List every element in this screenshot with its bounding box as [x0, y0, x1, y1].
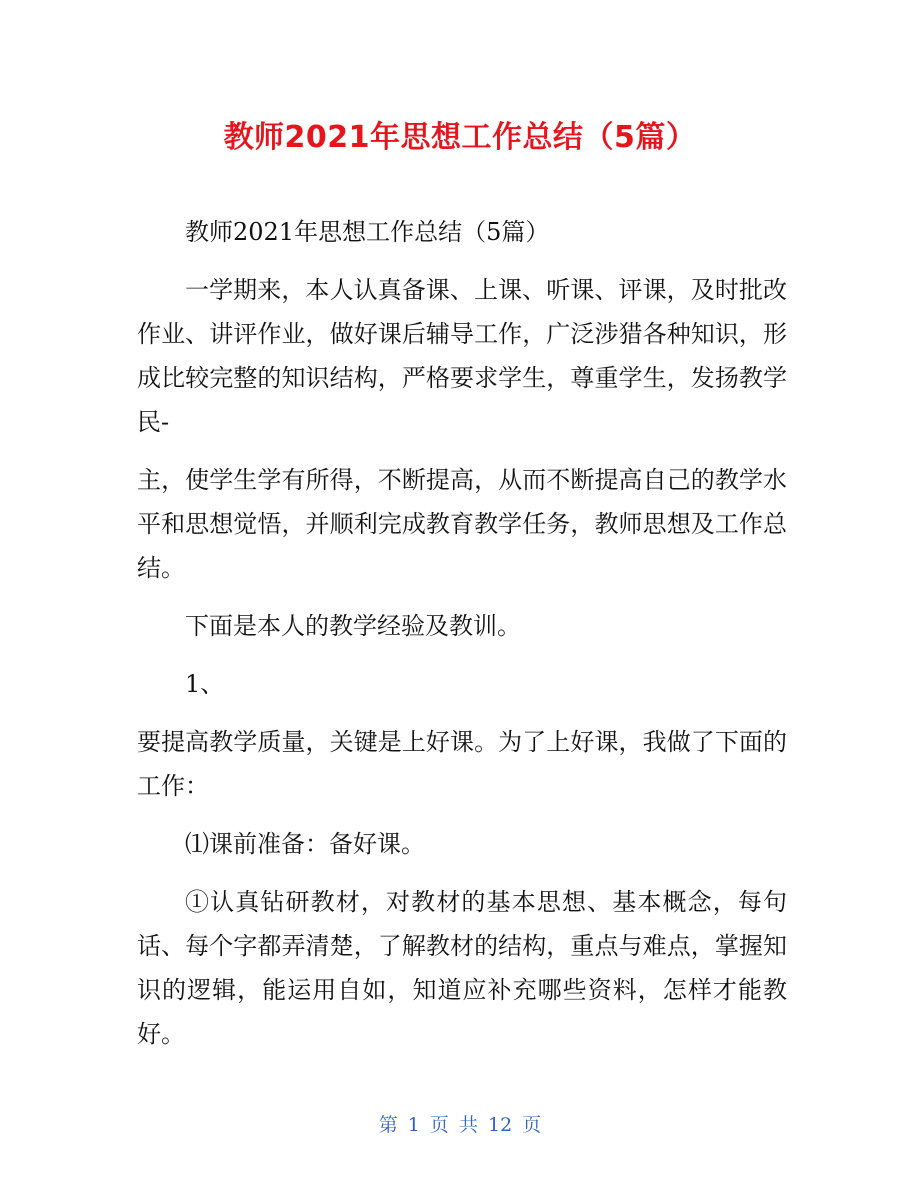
document-body [137, 210, 787, 1056]
document-title: 教师2021年思想工作总结（5篇） [223, 120, 697, 155]
paragraph-continuation: 主，使学生学有所得，不断提高，从而不断提高自己的教学水平和思想觉悟，并顺利完成教育教学任务，教师思想及工作总结。 [137, 466, 787, 582]
paragraph-subtitle: 教师2021年思想工作总结（5篇） [185, 218, 550, 246]
paragraph-study-materials: ①认真钻研教材，对教材的基本思想、基本概念，每句话、每个字都弄清楚，了解教材的结构，重点与难点，掌握知识的逻辑，能运用自如，知道应补充哪些资料，怎样才能教好。 [137, 888, 787, 1048]
paragraph-intro: 一学期来，本人认真备课、上课、听课、评课，及时批改作业、讲评作业，做好课后辅导工作，广泛涉猎各种知识，形成比较完整的知识结构，严格要求学生，尊重学生，发扬教学民- [137, 276, 787, 436]
page-indicator: 第 1 页 共 12 页 [378, 1114, 542, 1136]
paragraph-quality: 要提高教学质量，关键是上好课。为了上好课，我做了下面的工作： [137, 728, 787, 800]
paragraph-lessons: 下面是本人的教学经验及教训。 [185, 612, 521, 640]
paragraph-preparation: ⑴课前准备：备好课。 [185, 830, 425, 858]
paragraph-item-number: 1、 [185, 670, 225, 698]
